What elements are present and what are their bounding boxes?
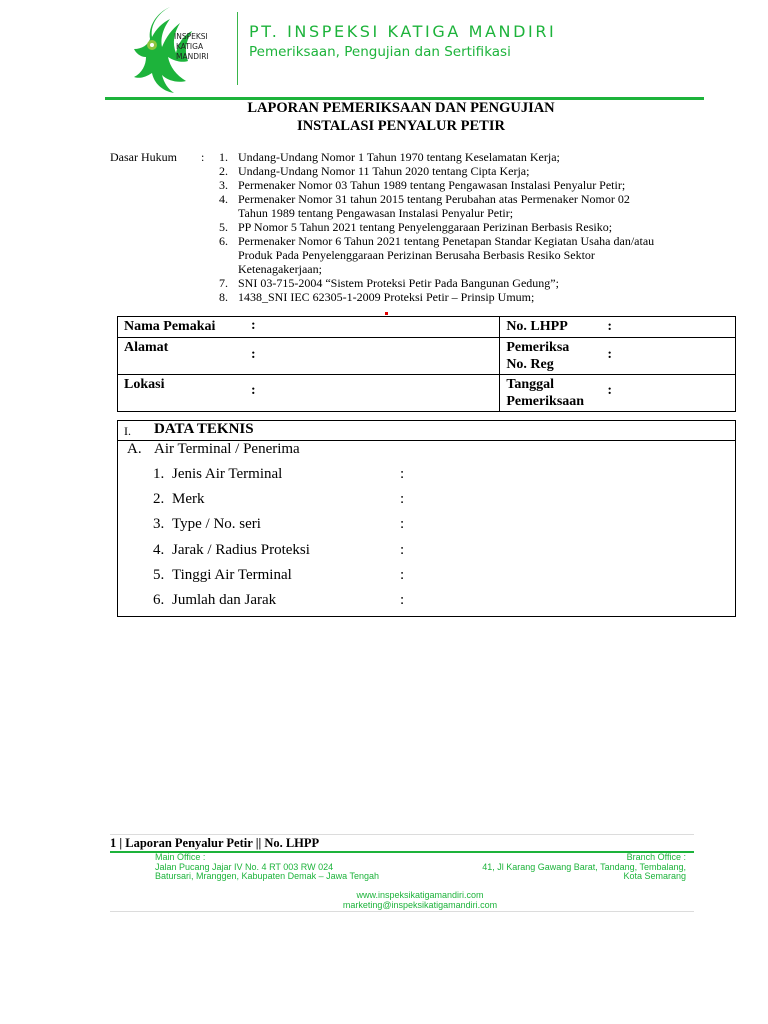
legal-item — [219, 276, 694, 290]
dasar-hukum-list — [219, 150, 694, 304]
legal-item — [219, 290, 694, 304]
legal-item-text: Permenaker Nomor 31 tahun 2015 tentang Perubahan atas Permenaker Nomor 02 — [238, 192, 630, 206]
nama-pemakai-label: Nama Pemakai — [124, 319, 216, 334]
legal-item-text: Tahun 1989 tentang Pengawasan Instalasi Penyalur Petir; — [238, 206, 514, 220]
tanggal-label: Tanggal Pemeriksaan — [506, 377, 585, 409]
legal-item-number: 4. — [219, 192, 228, 206]
footer-page-title: 1 | Laporan Penyalur Petir || No. LHPP — [110, 836, 320, 850]
section-title: DATA TEKNIS — [154, 421, 254, 437]
document-title-line-1: LAPORAN PEMERIKSAAN DAN PENGUJIAN — [247, 100, 555, 116]
footer-bottom-rule — [110, 911, 694, 912]
tech-item: 3. Type / No. seri — [153, 516, 261, 532]
company-logo — [112, 3, 228, 95]
alamat-colon: : — [251, 347, 256, 362]
dasar-hukum-colon: : — [201, 150, 205, 164]
section-number: I. — [124, 424, 131, 438]
pemeriksa-cell[interactable] — [500, 338, 736, 375]
legal-item-text: Ketenagakerjaan; — [238, 262, 322, 276]
tech-item: 4. Jarak / Radius Proteksi — [153, 542, 310, 558]
legal-item-text: 1438_SNI IEC 62305-1-2009 Proteksi Petir – Prinsip Umum; — [238, 290, 535, 304]
legal-item-number: 6. — [219, 234, 228, 248]
dasar-hukum-label: Dasar Hukum — [110, 150, 177, 164]
company-name: PT. INSPEKSI KATIGA MANDIRI — [249, 22, 557, 41]
no-lhpp-colon: : — [607, 319, 612, 334]
legal-item — [219, 220, 694, 234]
legal-item — [219, 234, 694, 276]
no-lhpp-label: No. LHPP — [506, 319, 568, 334]
no-lhpp-cell[interactable] — [500, 317, 736, 338]
tech-item-colon: : — [400, 592, 405, 608]
phoenix-logo-icon — [112, 3, 228, 95]
website-link[interactable]: www.inspeksikatigamandiri.com — [356, 890, 484, 900]
tech-item: 5. Tinggi Air Terminal — [153, 567, 292, 583]
legal-item-text: Produk Pada Penyelenggaraan Perizinan Berusaha Berbasis Resiko Sektor — [238, 248, 595, 262]
info-table — [117, 316, 736, 412]
legal-item-number: 3. — [219, 178, 228, 192]
nama-pemakai-cell[interactable] — [118, 317, 500, 338]
legal-item-number: 7. — [219, 276, 228, 290]
legal-item-text: Undang-Undang Nomor 1 Tahun 1970 tentang Keselamatan Kerja; — [238, 150, 560, 164]
header-vertical-divider — [237, 12, 238, 85]
tech-item: 2. Merk — [153, 491, 205, 507]
tanggal-colon: : — [607, 383, 612, 398]
legal-item — [219, 164, 694, 178]
logo-text-2: KATIGA — [176, 42, 204, 51]
pemeriksa-colon: : — [607, 347, 612, 362]
legal-item-text: Permenaker Nomor 6 Tahun 2021 tentang Penetapan Standar Kegiatan Usaha dan/atau — [238, 234, 655, 248]
branch-office-address: Branch Office : 41, Jl Karang Gawang Barat, Tandang, Tembalang, Kota Semarang — [482, 852, 686, 882]
legal-item-text: Undang-Undang Nomor 11 Tahun 2020 tentang Cipta Kerja; — [238, 164, 530, 178]
tanggal-cell[interactable] — [500, 375, 736, 412]
tech-item-colon: : — [400, 542, 405, 558]
legal-item-text: Permenaker Nomor 03 Tahun 1989 tentang Pengawasan Instalasi Penyalur Petir; — [238, 178, 626, 192]
legal-item — [219, 178, 694, 192]
pemeriksa-label: Pemeriksa No. Reg — [506, 340, 570, 372]
tech-item-colon: : — [400, 491, 405, 507]
lokasi-colon: : — [251, 383, 256, 398]
legal-item — [219, 150, 694, 164]
legal-item — [219, 192, 694, 220]
subsection-letter: A. — [127, 441, 142, 457]
main-office-address: Main Office : Jalan Pucang Jajar IV No. 4 RT 003 RW 024 Batursari, Mranggen, Kabupaten Demak – Jawa Tengah — [155, 852, 379, 882]
lokasi-label: Lokasi — [124, 377, 165, 392]
nama-pemakai-colon: : — [251, 318, 256, 333]
data-teknis-box — [117, 420, 736, 617]
company-tagline: Pemeriksaan, Pengujian dan Sertifikasi — [249, 44, 511, 60]
logo-text-3: MANDIRI — [176, 52, 209, 61]
logo-text-1: INSPEKSI — [174, 32, 208, 41]
lokasi-cell[interactable] — [118, 375, 500, 412]
tech-item: 6. Jumlah dan Jarak — [153, 592, 277, 608]
legal-item-number: 1. — [219, 150, 228, 164]
red-mark — [385, 312, 388, 315]
footer-top-rule — [110, 834, 694, 835]
tech-item: 1. Jenis Air Terminal — [153, 466, 283, 482]
legal-item-number: 8. — [219, 290, 228, 304]
alamat-cell[interactable] — [118, 338, 500, 375]
legal-item-number: 2. — [219, 164, 228, 178]
subsection-title: Air Terminal / Penerima — [154, 441, 300, 457]
tech-item-colon: : — [400, 516, 405, 532]
legal-item-text: SNI 03-715-2004 “Sistem Proteksi Petir Pada Bangunan Gedung”; — [238, 276, 559, 290]
legal-item-number: 5. — [219, 220, 228, 234]
legal-item-text: PP Nomor 5 Tahun 2021 tentang Penyelenggaraan Perizinan Berbasis Resiko; — [238, 220, 613, 234]
tech-item-colon: : — [400, 466, 405, 482]
contact-info — [0, 891, 768, 910]
tech-item-colon: : — [400, 567, 405, 583]
document-title-line-2: INSTALASI PENYALUR PETIR — [297, 118, 505, 134]
alamat-label: Alamat — [124, 340, 169, 355]
email-link[interactable]: marketing@inspeksikatigamandiri.com — [342, 899, 498, 910]
